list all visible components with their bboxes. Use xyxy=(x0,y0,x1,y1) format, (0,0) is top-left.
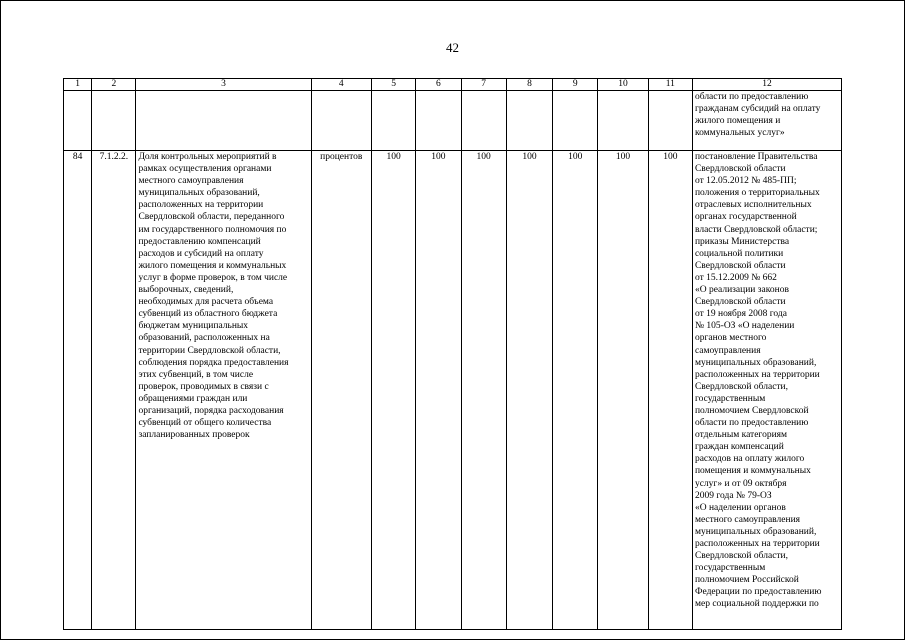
header-cell-4: 4 xyxy=(311,79,371,91)
header-cell-1: 1 xyxy=(64,79,92,91)
header-cell-2: 2 xyxy=(92,79,136,91)
empty-cell xyxy=(506,91,552,151)
empty-cell xyxy=(64,91,92,151)
header-cell-3: 3 xyxy=(136,79,311,91)
empty-cell xyxy=(461,91,506,151)
empty-cell xyxy=(371,91,415,151)
empty-cell xyxy=(553,91,598,151)
table-row xyxy=(64,151,842,630)
empty-cell xyxy=(311,91,371,151)
indicator-name: Доля контрольных мероприятий в рамках осуществления органами местного самоуправления муниципальных образований, расположенных на территории Свердловской области, переданного им государственного полномочия по предоставлению компенсаций расходов и субсидий на оплату жилого помещения и коммунальных услуг в форме проверок, в том числе выборочных, сведений, необходимых для расчета объема субвенций из областного бюджета бюджетам муниципальных образований, расположенных на территории Свердловской области, соблюдения порядка предоставления этих субвенций, в том числе проверок, проводимых в связи с обращениями граждан или организаций, порядка расходования субвенций от общего количества запланированных проверок xyxy=(136,151,311,630)
value-cell: 100 xyxy=(371,151,415,630)
header-cell-9: 9 xyxy=(553,79,598,91)
source-document-text: постановление Правительства Свердловской области от 12.05.2012 № 485-ПП; положения о территориальных отраслевых исполнительных органах государственной власти Свердловской области; приказы Министерства социальной политики Свердловской области от 15.12.2009 № 662 «О реализации законов Свердловской области от 19 ноября 2008 года № 105-ОЗ «О наделении органов местного самоуправления муниципальных образований, расположенных на территории Свердловской области, государственным полномочием Свердловской области по предоставлению отдельным категориям граждан компенсаций расходов на оплату жилого помещения и коммунальных услуг» и от 09 октября 2009 года № 79-ОЗ «О наделении органов местного самоуправления муниципальных образований, расположенных на территории Свердловской области, государственным полномочием Российской Федерации по предоставлению мер социальной поддержки по xyxy=(692,151,841,630)
value-cell: 100 xyxy=(461,151,506,630)
row-code: 7.1.2.2. xyxy=(92,151,136,630)
value-cell: 100 xyxy=(598,151,648,630)
header-cell-6: 6 xyxy=(416,79,461,91)
empty-cell xyxy=(136,91,311,151)
empty-cell xyxy=(416,91,461,151)
value-cell: 100 xyxy=(506,151,552,630)
empty-cell xyxy=(648,91,692,151)
indicator-table xyxy=(63,78,842,630)
header-cell-8: 8 xyxy=(506,79,552,91)
unit-of-measure: процентов xyxy=(311,151,371,630)
value-cell: 100 xyxy=(416,151,461,630)
header-row xyxy=(64,79,842,91)
value-cell: 100 xyxy=(553,151,598,630)
continuation-row xyxy=(64,91,842,151)
header-cell-12: 12 xyxy=(692,79,841,91)
header-cell-7: 7 xyxy=(461,79,506,91)
value-cell: 100 xyxy=(648,151,692,630)
page-number: 42 xyxy=(446,40,459,55)
header-cell-5: 5 xyxy=(371,79,415,91)
header-cell-10: 10 xyxy=(598,79,648,91)
row-number: 84 xyxy=(64,151,92,630)
continued-source-text: области по предоставлению гражданам субсидий на оплату жилого помещения и коммунальных услуг» xyxy=(692,91,841,151)
empty-cell xyxy=(92,91,136,151)
empty-cell xyxy=(598,91,648,151)
header-cell-11: 11 xyxy=(648,79,692,91)
